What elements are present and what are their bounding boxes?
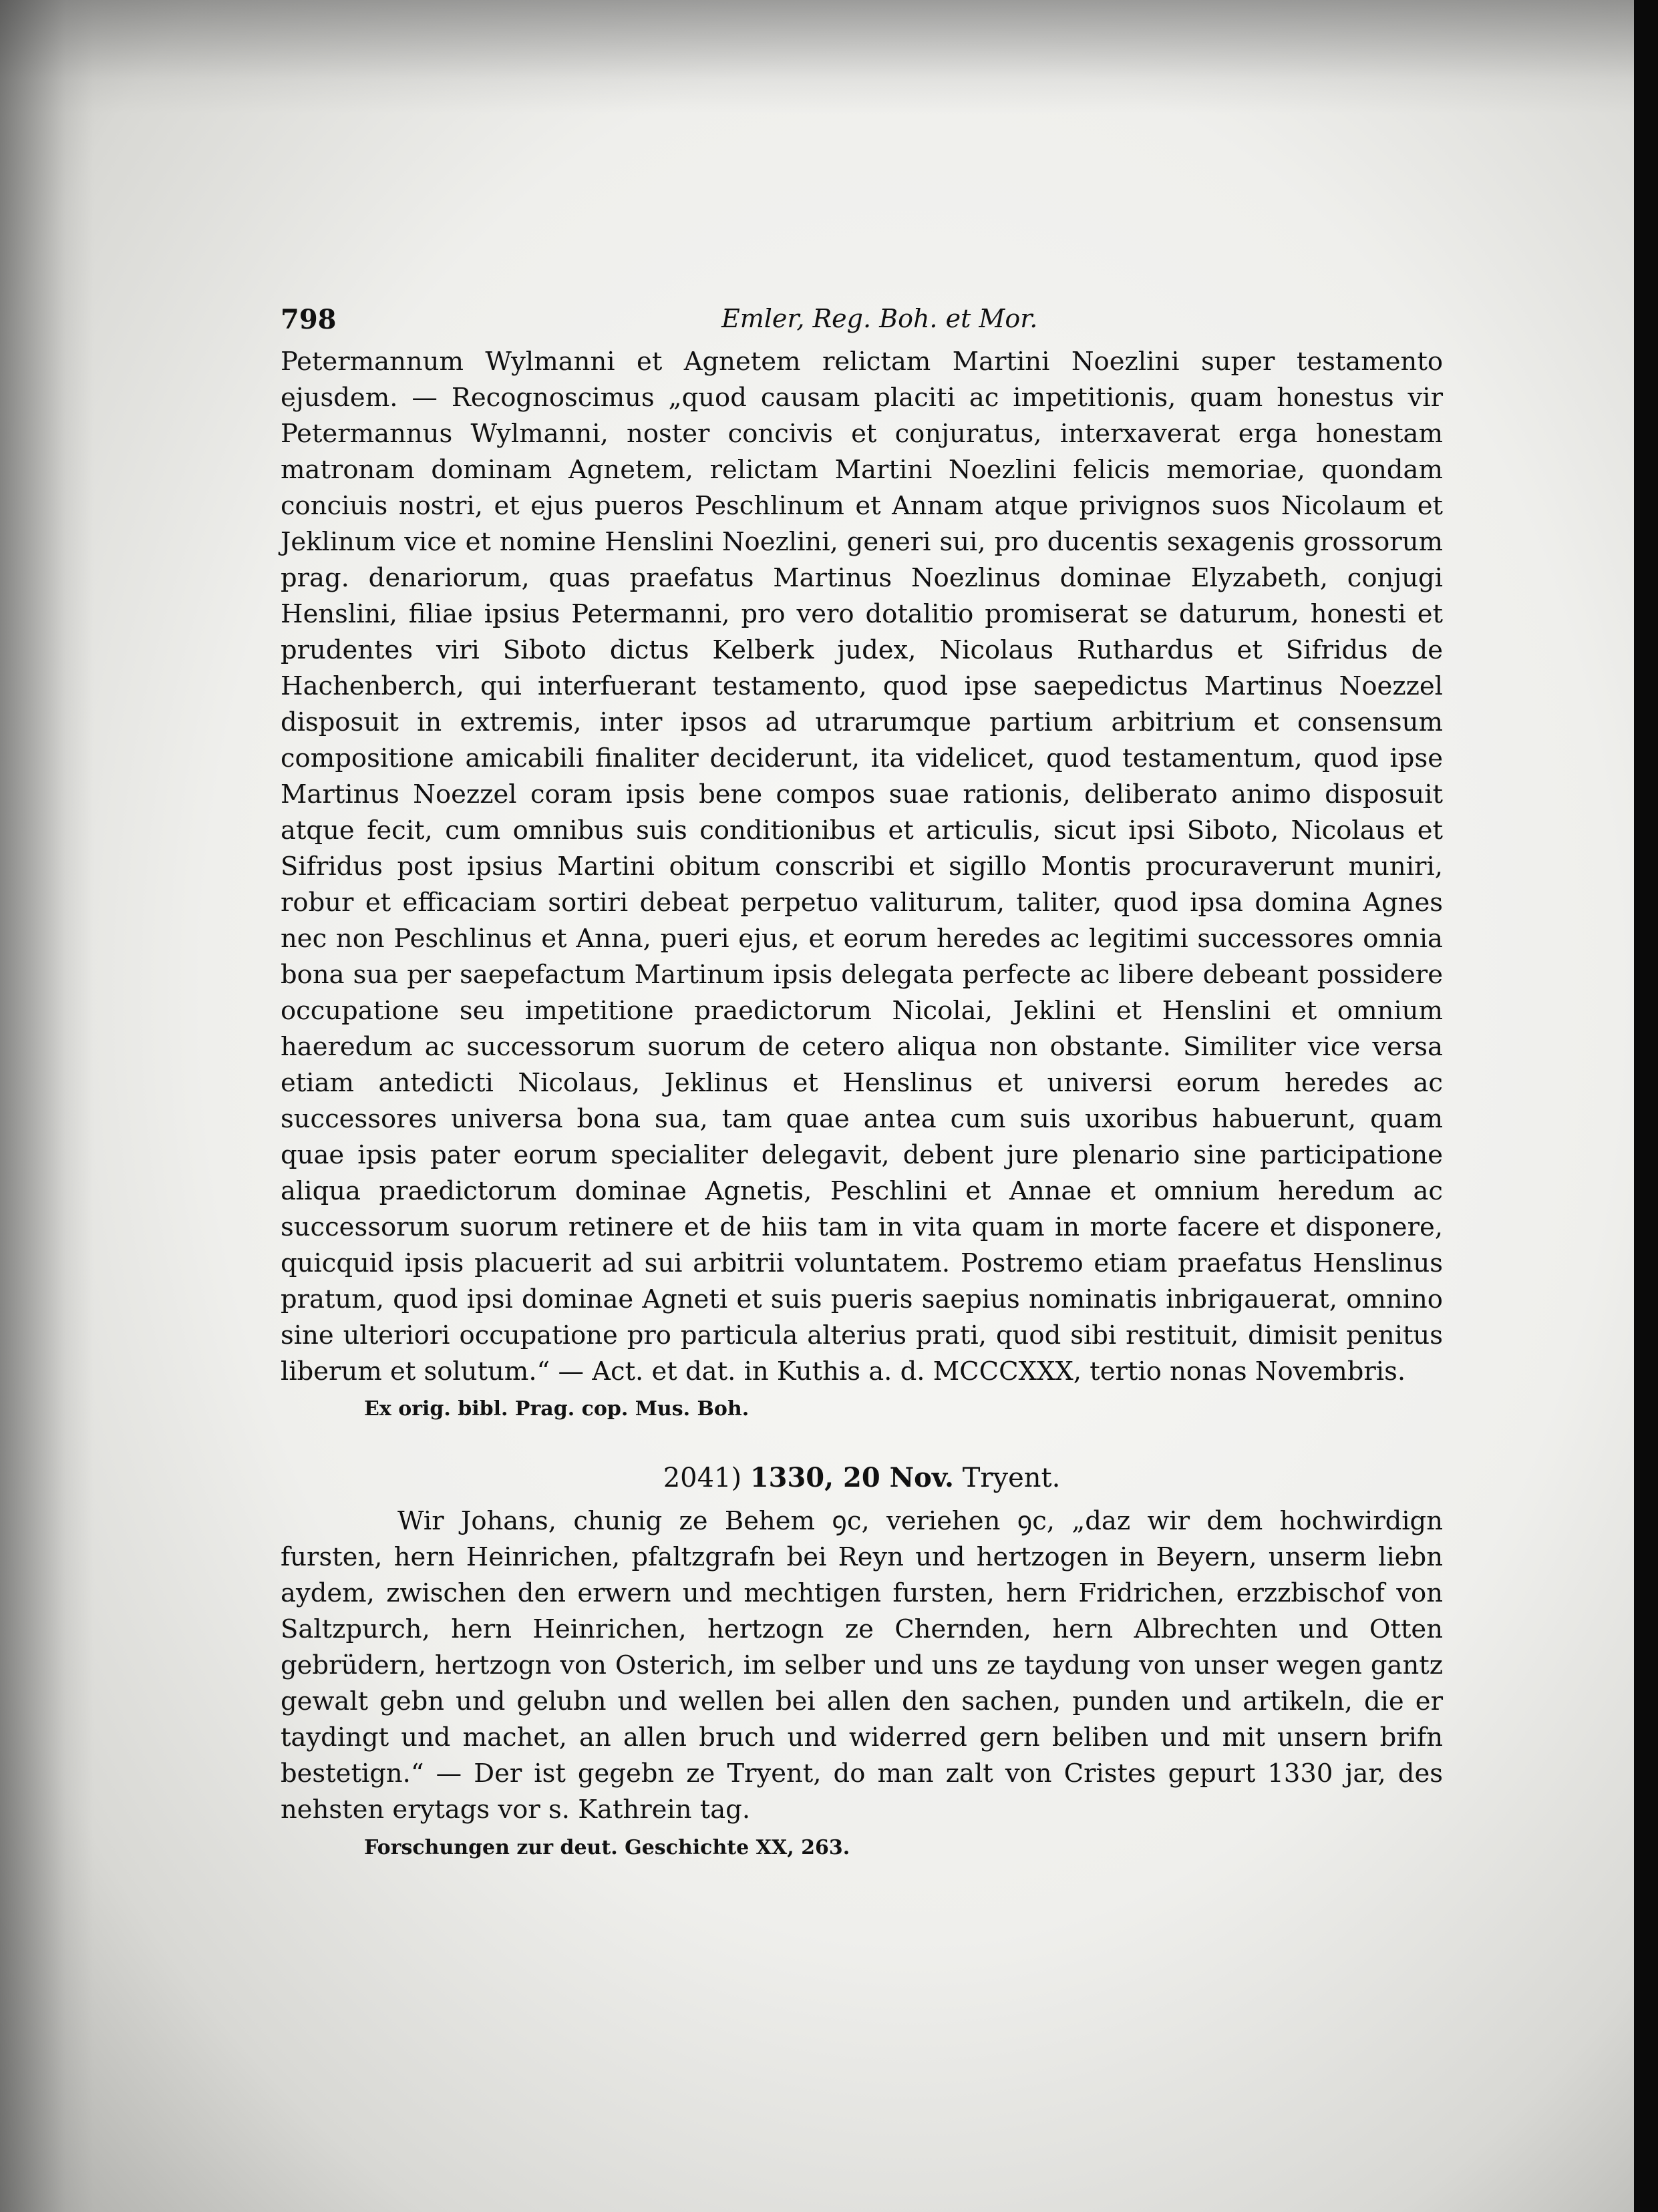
entry-2041-text: Wir Johans, chunig ze Behem ꝯc, veriehen ꝯc, „daz wir dem hochwirdign fursten, hern Heinrichen, pfaltzgrafn bei Reyn und hertzogen in Beyern, unserm liebn aydem, zwischen den erwern und mechtigen fursten, hern Fridrichen, erzzbischof von Saltzpurch, hern Heinrichen, hertzogn ze Chernden, hern Albrechten und Otten gebrüdern, hertzogn von Osterich, im selber und uns ze taydung von unser wegen gantz gewalt gebn und gelubn und wellen bei allen den sachen, punden und artikeln, die er taydingt und machet, an allen bruch und widerred gern beliben und mit unsern brifn bestetign.“ — Der ist gegebn ze Tryent, do man zalt von Cristes gepurt 1330 jar, des nehsten erytags vor s. Kathrein tag.: [281, 1506, 1443, 1825]
entry-2041-source: Forschungen zur deut. Geschichte XX, 263.: [364, 1836, 850, 1859]
page-content: [281, 297, 1443, 1864]
entry-continuation-source: Ex orig. bibl. Prag. cop. Mus. Boh.: [364, 1397, 750, 1421]
entry-place: Tryent.: [962, 1463, 1061, 1493]
entry-number: 2041): [663, 1463, 742, 1493]
page-shadow-top: [0, 0, 1658, 114]
entry-continuation-text: Petermannum Wylmanni et Agnetem relictam Martini Noezlini super testamento ejusdem. — Recognoscimus „quod causam placiti ac impetitionis, quam honestus vir Petermannus Wylmanni, noster concivis et conjuratus, interxaverat erga honestam matronam dominam Agnetem, relictam Martini Noezlini felicis memoriae, quondam conciuis nostri, et ejus pueros Peschlinum et Annam atque privignos suos Nicolaum et Jeklinum vice et nomine Henslini Noezlini, generi sui, pro ducentis sexagenis grossorum prag. denariorum, quas praefatus Martinus Noezlinus dominae Elyzabeth, conjugi Henslini, filiae ipsius Petermanni, pro vero dotalitio promiserat se daturum, honesti et prudentes viri Siboto dictus Kelberk judex, Nicolaus Ruthardus et Sifridus de Hachenberch, qui interfuerant testamento, quod ipse saepedictus Martinus Noezzel disposuit in extremis, inter ipsos ad utrarumque partium arbitrium et consensum compositione amicabili finaliter deciderunt, ita videlicet, quod testamentum, quod ipse Martinus Noezzel coram ipsis bene compos suae rationis, deliberato animo disposuit atque fecit, cum omnibus suis conditionibus et articulis, sicut ipsi Siboto, Nicolaus et Sifridus post ipsius Martini obitum conscribi et sigillo Montis procuraverunt muniri, robur et efficaciam sortiri debeat perpetuo valiturum, taliter, quod ipsa domina Agnes nec non Peschlinus et Anna, pueri ejus, et eorum heredes ac legitimi successores omnia bona sua per saepefactum Martinum ipsis delegata perfecte ac libere debeant possidere occupatione seu impetitione praedictorum Nicolai, Jeklini et Henslini et omnium haeredum ac successorum suorum de cetero aliqua non obstante. Similiter vice versa etiam antedicti Nicolaus, Jeklinus et Henslinus et universi eorum heredes ac successores universa bona sua, tam quae antea cum suis uxoribus habuerunt, quam quae ipsis pater eorum specialiter delegavit, debent jure plenario sine participatione aliqua praedictorum dominae Agnetis, Peschlini et Annae et omnium heredum ac successorum suorum retinere et de hiis tam in vita quam in morte facere et disponere, quicquid ipsis placuerit ad sui arbitrii voluntatem. Postremo etiam praefatus Henslinus pratum, quod ipsi dominae Agneti et suis pueris saepius nominatis inbrigauerat, omnino sine ulteriori occupatione pro particula alterius prati, quod sibi restituit, dimisit penitus liberum et solutum.“ — Act. et dat. in Kuthis a. d. MCCCXXX, tertio nonas Novembris.: [281, 347, 1443, 1387]
page-header: [281, 297, 1443, 344]
page-number: 798: [281, 304, 337, 335]
running-title: Emler, Reg. Boh. et Mor.: [721, 304, 1038, 333]
scan-border-right: [1634, 0, 1658, 2212]
entry-2041-heading: [281, 1459, 1443, 1497]
page-shadow-left: [0, 0, 94, 2212]
entry-date: 1330, 20 Nov.: [750, 1462, 954, 1493]
